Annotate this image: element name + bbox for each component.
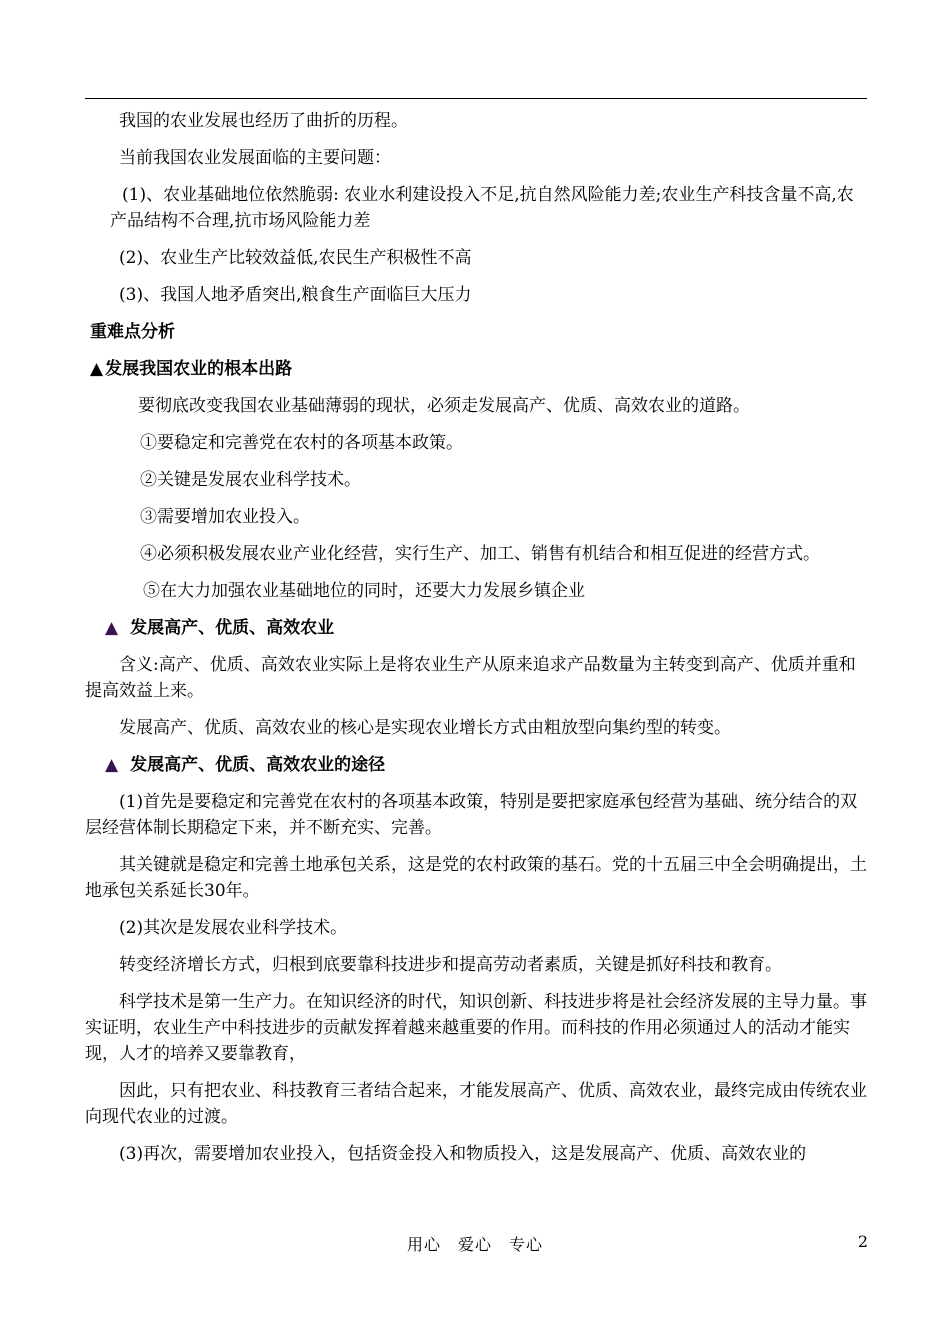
paragraph: 我国的农业发展也经历了曲折的历程。: [119, 111, 408, 131]
section-heading: [85, 752, 867, 778]
triangle-icon: ▲: [105, 618, 119, 638]
paragraph: (3)、我国人地矛盾突出,粮食生产面临巨大压力: [119, 285, 472, 305]
footer-motto: 用心 爱心 专心: [406, 1235, 543, 1254]
triangle-icon: ▲: [90, 359, 104, 379]
paragraph: 其关键就是稳定和完善土地承包关系，这是党的农村政策的基石。党的十五届三中全会明确提出，土地承包关系延长30年。: [85, 855, 867, 901]
paragraph: 含义:高产、优质、高效农业实际上是将农业生产从原来追求产品数量为主转变到高产、优质并重和提高效益上来。: [85, 655, 856, 701]
paragraph: 转变经济增长方式，归根到底要靠科技进步和提高劳动者素质，关键是抓好科技和教育。: [119, 955, 782, 975]
section-heading: [85, 356, 867, 382]
list-item: ⑤在大力加强农业基础地位的同时，还要大力发展乡镇企业: [143, 581, 585, 601]
triangle-icon: ▲: [105, 755, 119, 775]
paragraph: 要彻底改变我国农业基础薄弱的现状，必须走发展高产、优质、高效农业的道路。: [138, 396, 750, 416]
paragraph: (1)、农业基础地位依然脆弱: 农业水利建设投入不足,抗自然风险能力差;农业生产科技含量不高,农产品结构不合理,抗市场风险能力差: [110, 185, 854, 231]
section-heading: 重难点分析: [90, 322, 175, 342]
list-item: ①要稳定和完善党在农村的各项基本政策。: [140, 433, 463, 453]
paragraph: 科学技术是第一生产力。在知识经济的时代，知识创新、科技进步将是社会经济发展的主导力量。事实证明，农业生产中科技进步的贡献发挥着越来越重要的作用。而科技的作用必须通过人的活动才能实现，人才的培养又要靠教育，: [85, 992, 867, 1064]
list-item: ④必须积极发展农业产业化经营，实行生产、加工、销售有机结合和相互促进的经营方式。: [140, 544, 820, 564]
paragraph: (3)再次，需要增加农业投入，包括资金投入和物质投入，这是发展高产、优质、高效农业的: [119, 1144, 807, 1164]
header-rule: [85, 98, 867, 99]
section-heading: [85, 615, 867, 641]
page-number: 2: [857, 1232, 868, 1251]
heading-text: 发展高产、优质、高效农业: [130, 618, 335, 638]
paragraph: (2)其次是发展农业科学技术。: [119, 918, 348, 938]
heading-text: 发展我国农业的根本出路: [105, 359, 293, 379]
list-item: ③需要增加农业投入。: [140, 507, 310, 527]
document-body: [85, 108, 867, 1167]
paragraph: 发展高产、优质、高效农业的核心是实现农业增长方式由粗放型向集约型的转变。: [119, 718, 731, 738]
heading-text: 发展高产、优质、高效农业的途径: [130, 755, 386, 775]
list-item: ②关键是发展农业科学技术。: [140, 470, 361, 490]
paragraph: 因此，只有把农业、科技教育三者结合起来，才能发展高产、优质、高效农业，最终完成由传统农业向现代农业的过渡。: [85, 1081, 867, 1127]
paragraph: 当前我国农业发展面临的主要问题：: [119, 148, 391, 168]
paragraph: (2)、农业生产比较效益低,农民生产积极性不高: [119, 248, 472, 268]
paragraph: (1)首先是要稳定和完善党在农村的各项基本政策，特别是要把家庭承包经营为基础、统分结合的双层经营体制长期稳定下来，并不断充实、完善。: [85, 792, 858, 838]
